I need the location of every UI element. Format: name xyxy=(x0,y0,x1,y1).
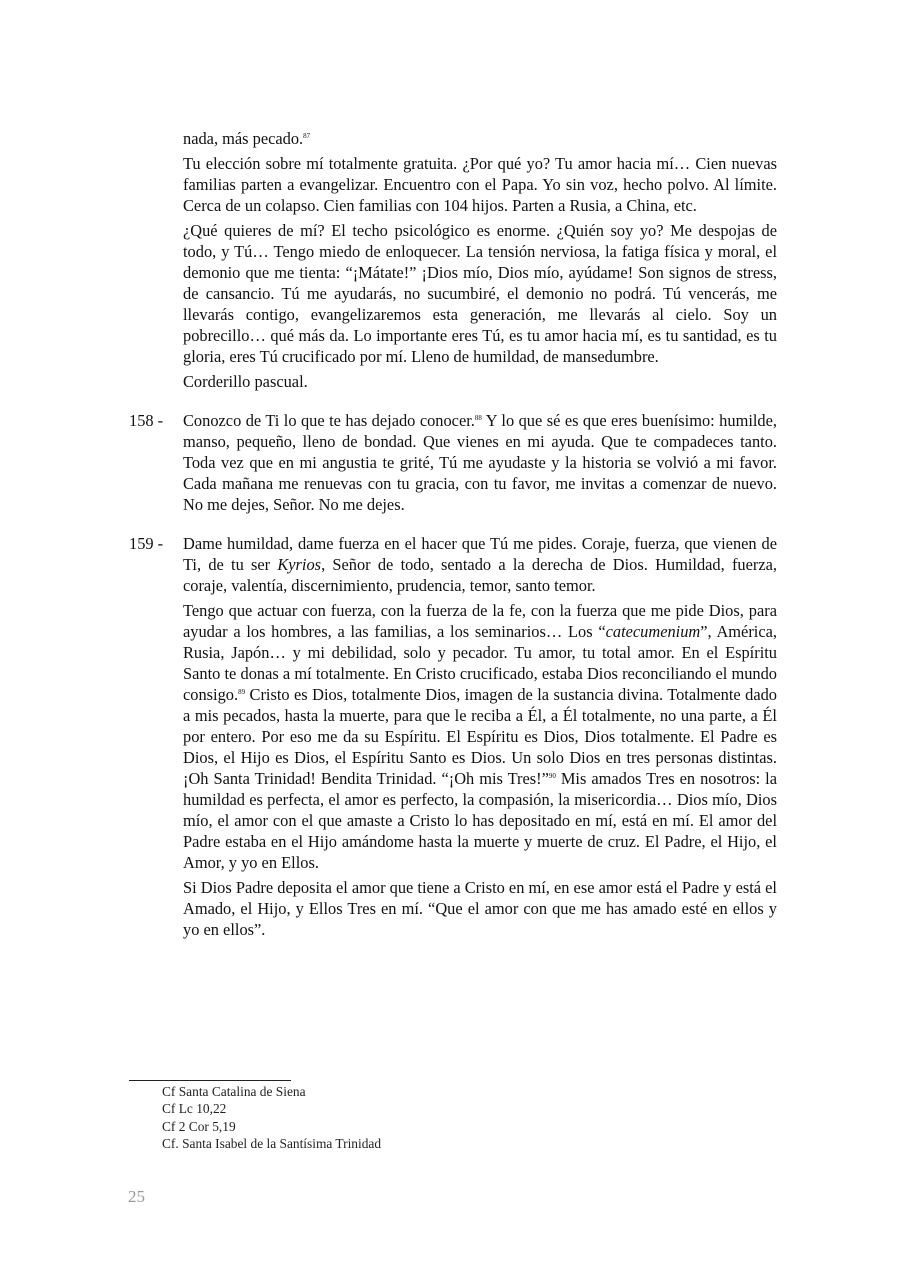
paragraph xyxy=(183,533,777,596)
paragraph-text: , Señor de todo, sentado a la derecha de Dios. Humildad, fuerza, coraje, valentía, discernimiento, prudencia, temor, santo temor. xyxy=(183,555,777,595)
body-text xyxy=(129,128,777,944)
footnote-separator xyxy=(129,1080,291,1081)
footnote-ref[interactable]: 87 xyxy=(303,132,311,140)
italic-term: Kyrios xyxy=(277,555,322,574)
entry-159 xyxy=(129,533,777,940)
paragraph xyxy=(183,600,777,873)
paragraph-text: Tengo que actuar con fuerza, con la fuerza de la fe, con la fuerza que me pide Dios, para ayudar a los hombres, a las familias, a los seminarios… Los “ xyxy=(183,601,777,641)
paragraph xyxy=(183,410,777,515)
footnote: Cf. Santa Isabel de la Santísima Trinidad xyxy=(162,1136,382,1152)
footnote-ref[interactable]: 88 xyxy=(474,414,482,422)
entry-158 xyxy=(129,410,777,515)
footnote-ref[interactable]: 90 xyxy=(548,772,556,780)
footnote-ref[interactable]: 89 xyxy=(238,688,246,696)
footnote: Cf Lc 10,22 xyxy=(162,1101,227,1117)
page-number: 25 xyxy=(128,1187,145,1206)
footnotes xyxy=(162,1083,381,1153)
paragraph-text: Y lo que sé es que eres buenísimo: humilde, manso, pequeño, lleno de bondad. Que vienes en mi ayuda. Que te compadeces tanto. Toda vez que en mi angustia te grité, Tú me ayudaste y la historia se volvió a mi favor. Cada mañana me renuevas con tu gracia, con tu favor, me invitas a comenzar de nuevo. No me dejes, Señor. No me dejes. xyxy=(183,411,778,514)
paragraph: Corderillo pascual. xyxy=(183,372,308,391)
entry-number: 159 - xyxy=(129,534,164,553)
italic-term: catecumenium xyxy=(605,622,701,641)
entry-number: 158 - xyxy=(129,411,164,430)
paragraph: ¿Qué quieres de mí? El techo psicológico es enorme. ¿Quién soy yo? Me despojas de todo, y Tú… Tengo miedo de enloquecer. La tensión nerviosa, la fatiga física y moral, el demonio que me tienta: “¡Mátate!” ¡Dios mío, Dios mío, ayúdame! Son signos de stress, de cansancio. Tú me ayudarás, no sucumbiré, el demonio no podrá. Tú vencerás, me llevarás contigo, evangelizaremos esta generación, me llevarás al cielo. Soy un pobrecillo… qué más da. Lo importante eres Tú, es tu amor hacia mí, es tu santidad, es tu gloria, eres Tú crucificado por mí. Lleno de humildad, de mansedumbre. xyxy=(183,221,777,366)
paragraph-text: ”, América, Rusia, Japón… y mi debilidad, solo y pecador. Tu amor, tu total amor. En el Espíritu Santo te donas a mí totalmente. En Cristo crucificado, estaba Dios reconciliando el mundo consigo. xyxy=(183,622,777,704)
footnote: Cf Santa Catalina de Siena xyxy=(162,1084,306,1099)
paragraph-text: Conozco de Ti lo que te has dejado conocer. xyxy=(183,411,475,430)
paragraph: Tu elección sobre mí totalmente gratuita. ¿Por qué yo? Tu amor hacia mí… Cien nuevas familias parten a evangelizar. Encuentro con el Papa. Yo sin voz, hecho polvo. Al límite. Cerca de un colapso. Cien familias con 104 hijos. Parten a Rusia, a China, etc. xyxy=(183,154,777,215)
paragraph-text: Mis amados Tres en nosotros: la humildad es perfecta, el amor es perfecto, la compasión, la misericordia… Dios mío, Dios mío, el amor con el que amaste a Cristo lo has depositado en mí, está en mí. El amor del Padre estaba en el Hijo amándome hasta la muerte y muerte de cruz. El Padre, el Hijo, el Amor, y yo en Ellos. xyxy=(183,769,777,872)
paragraph-text: Cristo es Dios, totalmente Dios, imagen de la sustancia divina. Totalmente dado a mis pecados, hasta la muerte, para que le reciba a Él, a Él totalmente, no una parte, a Él por entero. Por eso me da su Espíritu. El Espíritu es Dios, Dios totalmente. El Padre es Dios, el Hijo es Dios, el Espíritu Santo es Dios. Un solo Dios en tres personas distintas. ¡Oh Santa Trinidad! Bendita Trinidad. “¡Oh mis Tres!” xyxy=(183,685,777,788)
paragraph-text: nada, más pecado. xyxy=(183,129,304,148)
paragraph xyxy=(183,128,777,149)
paragraph: Si Dios Padre deposita el amor que tiene a Cristo en mí, en ese amor está el Padre y está el Amado, el Hijo, y Ellos Tres en mí. “Que el amor con que me has amado esté en ellos y yo en ellos”. xyxy=(183,878,777,939)
footnote: Cf 2 Cor 5,19 xyxy=(162,1118,236,1134)
paragraph-text: Dame humildad, dame fuerza en el hacer que Tú me pides. Coraje, fuerza, que vienen de Ti, de tu ser xyxy=(183,534,777,574)
